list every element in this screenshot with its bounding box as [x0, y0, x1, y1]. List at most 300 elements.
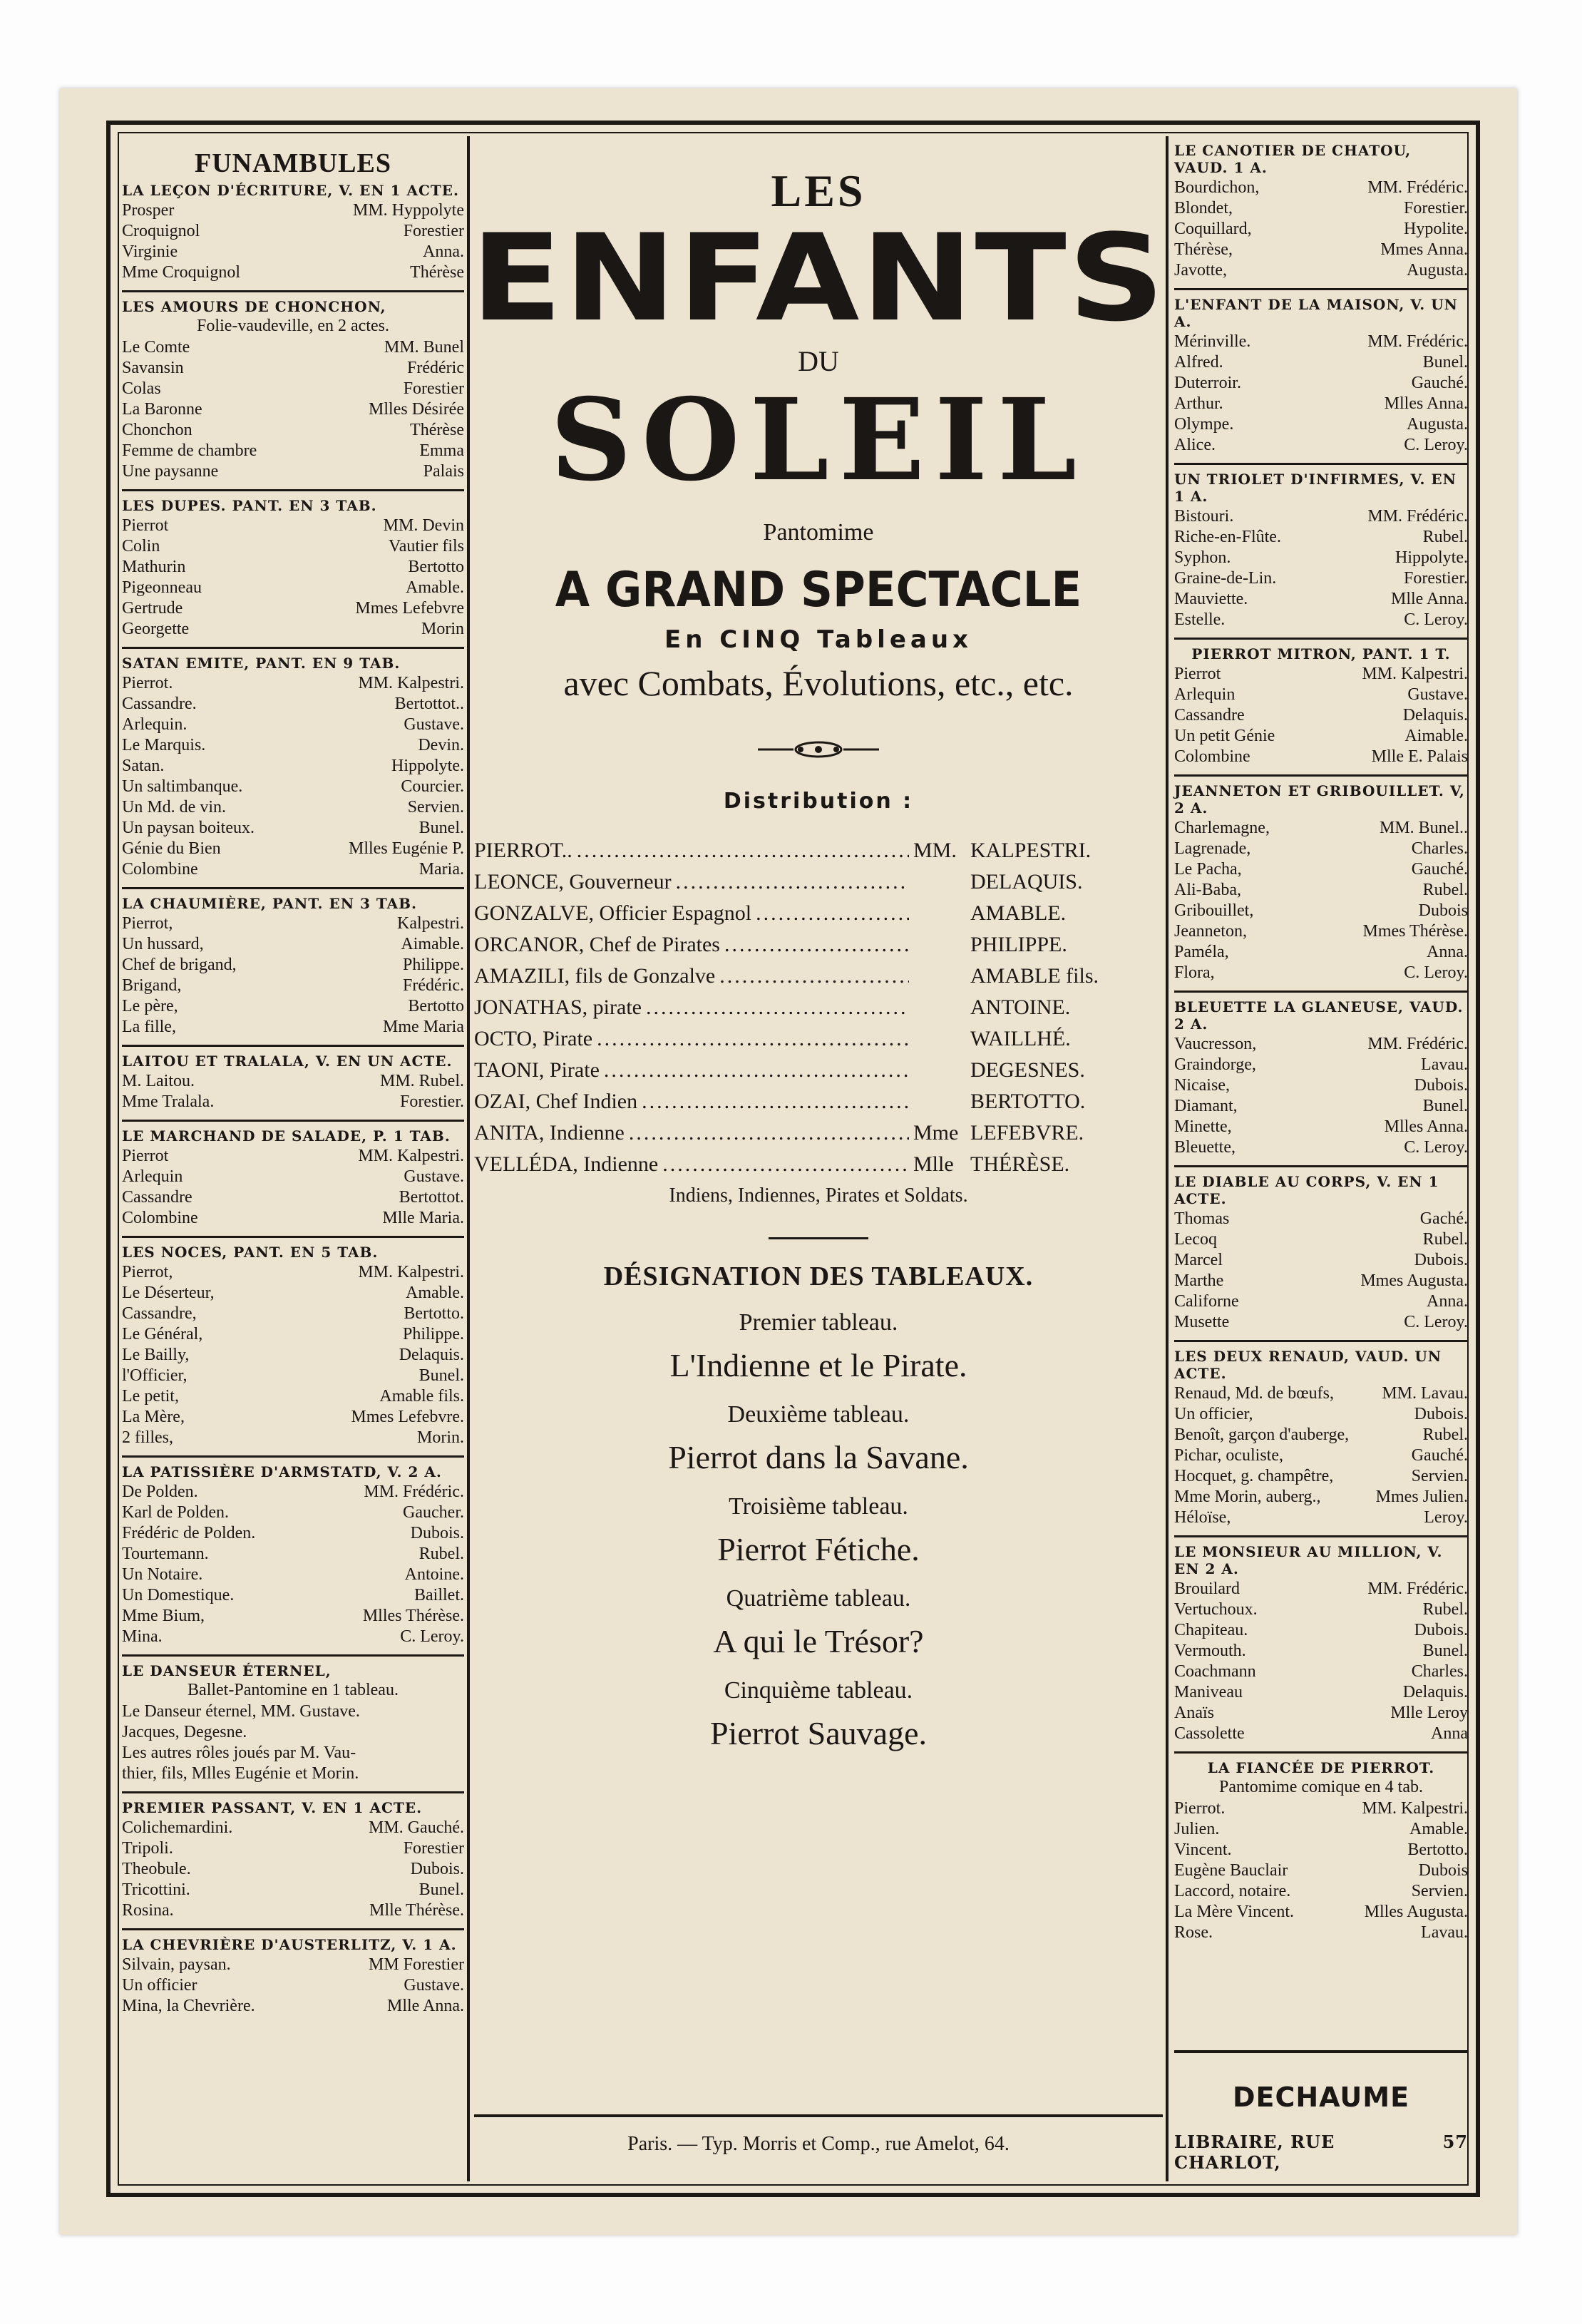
cast-row — [122, 777, 464, 797]
main-cast-title — [913, 992, 970, 1023]
main-cast-row — [474, 835, 1163, 866]
main-cast-row — [474, 1023, 1163, 1055]
cast-row — [122, 1304, 464, 1324]
play-title: LE DIABLE AU CORPS, V. EN 1 ACTE. — [1174, 1173, 1439, 1207]
actor-name: Gustave. — [404, 1976, 464, 1995]
role-name: Colombine — [1174, 747, 1250, 766]
role-name: Le Général, — [122, 1325, 203, 1343]
role-name: Colombine — [122, 1209, 198, 1227]
cast-row — [1174, 1507, 1468, 1528]
actor-name: Augusta. — [1407, 415, 1468, 434]
play-title: UN TRIOLET D'INFIRMES, V. EN 1 A. — [1174, 471, 1457, 505]
actor-name: MM. Devin — [383, 516, 464, 535]
main-cast-role: GONZALVE, Officier Espagnol — [474, 901, 752, 925]
role-name: Pierrot — [122, 1147, 169, 1165]
actor-name: Charles. — [1411, 1662, 1468, 1681]
actor-name: MM. Frédéric. — [364, 1483, 464, 1501]
main-cast-actor: PHILIPPE. — [970, 933, 1067, 956]
actor-name: Rubel. — [1422, 1230, 1468, 1249]
main-cast-row — [474, 898, 1163, 929]
actor-name: MM. Frédéric. — [1367, 507, 1468, 526]
cast-row — [122, 1324, 464, 1345]
role-name: Duterroir. — [1174, 374, 1241, 392]
play-title: LA CHEVRIÈRE D'AUSTERLITZ, V. 1 A. — [122, 1936, 457, 1953]
actor-name: Baillet. — [414, 1586, 464, 1604]
main-cast-row — [474, 1117, 1163, 1149]
play-block — [1174, 990, 1468, 1158]
role-name: Pierrot. — [122, 674, 173, 692]
actor-name: Mlles Anna. — [1384, 1117, 1468, 1136]
role-name: Alfred. — [1174, 353, 1223, 372]
main-cast-title — [913, 898, 970, 929]
actor-name: Gustave. — [404, 715, 464, 734]
role-name: Le Pacha, — [1174, 860, 1242, 879]
role-name: Vermouth. — [1174, 1642, 1246, 1660]
role-name: Marthe — [1174, 1271, 1224, 1290]
actor-name: C. Leroy. — [1404, 1313, 1468, 1331]
main-cast-role: ORCANOR, Chef de Pirates — [474, 933, 720, 956]
role-name: Pierrot, — [122, 914, 173, 933]
cast-row — [122, 1900, 464, 1921]
main-cast-title — [913, 1023, 970, 1055]
role-name: Brigand, — [122, 976, 182, 995]
tableau-name: A qui le Trésor? — [713, 1623, 924, 1659]
play-block — [1174, 1535, 1468, 1744]
play-separator — [1174, 1751, 1468, 1754]
actor-name: Charles. — [1411, 839, 1468, 858]
play-block — [1174, 1751, 1468, 1943]
role-name: Thomas — [1174, 1209, 1230, 1228]
role-name: Un officier — [122, 1976, 197, 1995]
cast-row — [122, 955, 464, 976]
actor-name: Mlles Anna. — [1384, 394, 1468, 413]
cast-row — [1174, 818, 1468, 839]
cast-row — [122, 859, 464, 880]
main-cast-row — [474, 1149, 1163, 1180]
cast-row — [1174, 942, 1468, 963]
role-name: Mina. — [122, 1627, 163, 1646]
actor-name: Lavau. — [1421, 1923, 1468, 1942]
play-title: LA FIANCÉE DE PIERROT. — [1207, 1759, 1435, 1776]
actor-name: Forestier — [403, 1839, 464, 1858]
role-name: Benoît, garçon d'auberge, — [1174, 1425, 1350, 1444]
main-cast-role: VELLÉDA, Indienne — [474, 1152, 659, 1176]
actor-name: Leroy. — [1424, 1508, 1468, 1527]
designation-heading: DÉSIGNATION DES TABLEAUX. — [603, 1261, 1034, 1291]
role-name: Gertrude — [122, 599, 183, 618]
actor-name: Rubel. — [1422, 1425, 1468, 1444]
play-title: LE MARCHAND DE SALADE, P. 1 TAB. — [122, 1127, 451, 1145]
cast-row — [122, 619, 464, 640]
printer-imprint: Paris. — Typ. Morris et Comp., rue Amelot, 64. — [627, 2133, 1010, 2155]
role-name: Pichar, oculiste, — [1174, 1446, 1283, 1465]
actor-name: Dubois. — [1414, 1251, 1468, 1269]
actor-name: MM Forestier — [369, 1955, 464, 1974]
actor-name: Mme Maria — [383, 1018, 464, 1036]
play-block — [122, 1236, 464, 1448]
actor-name: Mmes Augusta. — [1360, 1271, 1468, 1290]
main-cast-role: OCTO, Pirate — [474, 1027, 593, 1050]
actor-name: Anna. — [1427, 1292, 1468, 1311]
cast-row — [122, 399, 464, 420]
actor-name: MM. Kalpestri. — [358, 1263, 464, 1281]
role-name: Mauviette. — [1174, 590, 1248, 608]
cast-row — [122, 756, 464, 777]
role-name: La Mère, — [122, 1408, 185, 1426]
cast-row — [122, 694, 464, 715]
role-name: Cassandre — [1174, 706, 1245, 725]
cast-row — [1174, 435, 1468, 456]
cast-row — [1174, 1881, 1468, 1902]
play-separator — [122, 1455, 464, 1458]
play-block — [1174, 774, 1468, 983]
role-name: Pierrot, — [122, 1263, 173, 1281]
role-name: Le petit, — [122, 1387, 179, 1406]
left-column-rule — [467, 136, 470, 2181]
main-cast-row — [474, 866, 1163, 898]
role-name: Julien. — [1174, 1820, 1220, 1838]
leader-dots — [577, 835, 909, 866]
play-block — [122, 647, 464, 880]
cast-row — [1174, 963, 1468, 983]
play-separator — [1174, 288, 1468, 290]
actor-name: MM. Rubel. — [379, 1072, 464, 1090]
poster-title-du: DU — [798, 345, 839, 377]
role-name: Prosper — [122, 201, 175, 220]
cast-row — [122, 1146, 464, 1167]
section-divider — [769, 1237, 868, 1239]
cast-row — [1174, 394, 1468, 414]
cast-row — [1174, 1599, 1468, 1620]
play-title: LE DANSEUR ÉTERNEL, — [122, 1662, 332, 1679]
play-separator — [1174, 463, 1468, 465]
play-title: JEANNETON ET GRIBOUILLET. V, 2 A. — [1174, 782, 1465, 817]
actor-name: Mlles Désirée — [369, 400, 464, 419]
bookseller-box — [1174, 2050, 1468, 2179]
role-name: Pierrot. — [1174, 1799, 1226, 1818]
cast-row — [1174, 1798, 1468, 1819]
main-cast-row — [474, 1086, 1163, 1117]
grand-spectacle-heading: A GRAND SPECTACLE — [555, 562, 1082, 618]
actor-name: Gauché. — [1411, 374, 1468, 392]
role-name: Ali-Baba, — [1174, 881, 1241, 899]
role-name: Thérèse, — [1174, 240, 1233, 259]
actor-name: Maria. — [418, 860, 464, 879]
play-separator — [1174, 638, 1468, 640]
main-cast-actor: LEFEBVRE. — [970, 1121, 1084, 1145]
play-title: PREMIER PASSANT, V. EN 1 ACTE. — [122, 1799, 423, 1816]
cast-row — [122, 1208, 464, 1229]
role-name: Diamant, — [1174, 1097, 1238, 1115]
cast-row — [1174, 1075, 1468, 1096]
cast-row — [122, 1880, 464, 1900]
role-name: Mme Morin, auberg., — [1174, 1488, 1321, 1506]
play-separator — [122, 290, 464, 292]
cast-row — [122, 1503, 464, 1523]
role-name: Mérinville. — [1174, 332, 1251, 351]
tableau-number: Premier tableau. — [739, 1309, 898, 1336]
play-block — [122, 290, 464, 482]
actor-name: Aimable. — [401, 935, 464, 953]
main-cast-actor: ANTOINE. — [970, 995, 1071, 1019]
play-line: thier, fils, Mlles Eugénie et Morin. — [122, 1764, 359, 1783]
main-cast-actor: AMABLE. — [970, 901, 1067, 925]
role-name: Génie du Bien — [122, 839, 221, 858]
actor-name: Lavau. — [1421, 1055, 1468, 1074]
play-title: LAITOU ET TRALALA, V. EN UN ACTE. — [122, 1053, 453, 1070]
play-title: SATAN EMITE, PANT. EN 9 TAB. — [122, 655, 401, 672]
play-separator — [1174, 1535, 1468, 1537]
role-name: Brouilard — [1174, 1580, 1240, 1598]
role-name: De Polden. — [122, 1483, 198, 1501]
play-block — [122, 182, 464, 283]
role-name: Georgette — [122, 620, 190, 638]
cast-row — [1174, 1724, 1468, 1744]
cast-row — [122, 337, 464, 358]
tableau-number: Troisième tableau. — [729, 1493, 908, 1520]
play-title: LES AMOURS DE CHONCHON, — [122, 298, 386, 315]
actor-name: Forestier — [403, 222, 464, 240]
cast-row — [1174, 1137, 1468, 1158]
role-name: Mme Tralala. — [122, 1092, 215, 1111]
actor-name: MM. Kalpestri. — [1362, 665, 1468, 683]
role-name: Mina, la Chevrière. — [122, 1997, 255, 2015]
main-cast-actor: WAILLHÉ. — [970, 1027, 1071, 1050]
role-name: Paméla, — [1174, 943, 1229, 961]
role-name: Vincent. — [1174, 1841, 1232, 1859]
cast-row — [1174, 1034, 1468, 1055]
cast-row — [122, 1838, 464, 1859]
play-subtitle: Pantomime comique en 4 tab. — [1219, 1778, 1423, 1796]
play-line: Jacques, Degesne. — [122, 1723, 247, 1741]
actor-name: Bertottot. — [399, 1188, 464, 1207]
actor-name: Servien. — [1411, 1882, 1468, 1900]
actor-name: Dubois. — [410, 1860, 464, 1878]
role-name: Gribouillet, — [1174, 901, 1254, 920]
play-separator — [122, 1120, 464, 1122]
role-name: Californe — [1174, 1292, 1239, 1311]
cast-row — [1174, 260, 1468, 281]
role-name: Graindorge, — [1174, 1055, 1256, 1074]
role-name: Un paysan boiteux. — [122, 819, 255, 837]
cast-row — [1174, 1229, 1468, 1250]
cast-row — [1174, 921, 1468, 942]
cast-row — [122, 996, 464, 1017]
actor-name: Bunel. — [418, 1880, 464, 1899]
actor-name: Anna — [1431, 1724, 1468, 1743]
main-cast-role: TAONI, Pirate — [474, 1058, 600, 1082]
cast-row — [1174, 1096, 1468, 1117]
actor-name: C. Leroy. — [400, 1627, 464, 1646]
role-name: Une paysanne — [122, 462, 219, 481]
main-cast-row — [474, 992, 1163, 1023]
actor-name: Mlles Augusta. — [1364, 1903, 1468, 1921]
role-name: Arlequin. — [122, 715, 188, 734]
actor-name: Dubois. — [1414, 1405, 1468, 1423]
actor-name: Servien. — [1411, 1467, 1468, 1485]
role-name: Le père, — [122, 997, 178, 1015]
role-name: 2 filles, — [122, 1428, 173, 1447]
leader-dots — [597, 1023, 909, 1055]
play-separator — [1174, 990, 1468, 993]
role-name: Colichemardini. — [122, 1818, 233, 1837]
role-name: Héloïse, — [1174, 1508, 1231, 1527]
poster-title-soleil: SOLEIL — [550, 374, 1087, 506]
play-block — [1174, 142, 1468, 281]
actor-name: Rubel. — [1422, 1600, 1468, 1619]
theatre-title: FUNAMBULES — [194, 148, 392, 178]
actor-name: Dubois. — [1414, 1621, 1468, 1639]
main-cast-title — [913, 929, 970, 961]
actor-name: Gustave. — [404, 1167, 464, 1186]
leader-dots — [604, 1055, 909, 1086]
play-block — [122, 1455, 464, 1647]
actor-name: Mlle E. Palais — [1371, 747, 1468, 766]
play-title: LA CHAUMIÈRE, PANT. EN 3 TAB. — [122, 895, 417, 912]
cast-row — [1174, 705, 1468, 726]
main-cast-title — [913, 866, 970, 898]
actor-name: MM. Frédéric. — [1367, 178, 1468, 197]
play-title: L'ENFANT DE LA MAISON, V. UN A. — [1174, 296, 1458, 330]
role-name: Virginie — [122, 242, 178, 261]
role-name: Rose. — [1174, 1923, 1213, 1942]
role-name: Colas — [122, 379, 161, 398]
role-name: Syphon. — [1174, 548, 1231, 567]
role-name: Flora, — [1174, 963, 1215, 982]
cast-row — [1174, 527, 1468, 548]
main-cast-role: LEONCE, Gouverneur — [474, 870, 672, 894]
cast-row — [122, 358, 464, 379]
actor-name: Rubel. — [418, 1545, 464, 1563]
cast-row — [1174, 568, 1468, 589]
cast-row — [122, 200, 464, 221]
main-cast-title: Mlle — [913, 1152, 954, 1176]
cast-row — [122, 242, 464, 262]
play-block — [1174, 1340, 1468, 1528]
actor-name: Bunel. — [418, 819, 464, 837]
cast-row — [122, 516, 464, 536]
cast-row — [122, 1092, 464, 1112]
actor-name: Mlle Anna. — [1391, 590, 1468, 608]
role-name: Jeanneton, — [1174, 922, 1247, 941]
cast-row — [122, 1859, 464, 1880]
leader-dots — [676, 866, 909, 898]
main-cast-title — [913, 1055, 970, 1086]
play-block — [122, 1928, 464, 2017]
actor-name: Mmes Julien. — [1375, 1488, 1468, 1506]
main-cast-row — [474, 929, 1163, 961]
actor-name: Bertotto — [408, 997, 464, 1015]
actor-name: MM. Kalpestri. — [358, 1147, 464, 1165]
actor-name: Bertottot.. — [394, 695, 464, 713]
actor-name: Gauché. — [1411, 860, 1468, 879]
actor-name: Bunel. — [418, 1366, 464, 1385]
role-name: l'Officier, — [122, 1366, 188, 1385]
cast-row — [122, 578, 464, 598]
cast-row — [122, 1627, 464, 1647]
cast-row — [1174, 664, 1468, 685]
genre-label: Pantomime — [763, 519, 874, 546]
role-name: Cassandre — [122, 1188, 192, 1207]
cast-row — [1174, 1641, 1468, 1662]
cast-row — [1174, 1425, 1468, 1445]
cast-row — [122, 221, 464, 242]
actor-name: Mlles Eugénie P. — [349, 839, 464, 858]
main-cast-role: AMAZILI, fils de Gonzalve — [474, 964, 716, 988]
actor-name: Aimable. — [1404, 727, 1468, 745]
cast-row — [1174, 1703, 1468, 1724]
right-column-rule — [1166, 136, 1168, 2181]
play-subtitle: Folie-vaudeville, en 2 actes. — [197, 317, 389, 335]
main-cast-title: Mme — [913, 1121, 959, 1145]
role-name: Charlemagne, — [1174, 819, 1270, 837]
actor-name: Devin. — [418, 736, 464, 754]
cast-row — [122, 1565, 464, 1585]
role-name: Le Déserteur, — [122, 1284, 215, 1302]
actor-name: Mmes Lefebvre — [355, 599, 464, 618]
leader-dots — [629, 1117, 909, 1149]
tableau-name: Pierrot dans la Savane. — [668, 1439, 969, 1475]
actor-name: Bertotto. — [1407, 1841, 1468, 1859]
actor-name: Amable. — [406, 578, 464, 597]
main-cast-role: JONATHAS, pirate — [474, 995, 642, 1019]
role-name: Chef de brigand, — [122, 956, 237, 974]
role-name: Un hussard, — [122, 935, 204, 953]
role-name: Marcel — [1174, 1251, 1223, 1269]
tableaux-list — [474, 1309, 1163, 1752]
role-name: La Mère Vincent. — [1174, 1903, 1295, 1921]
actor-name: Gaché. — [1419, 1209, 1468, 1228]
cast-row — [1174, 1209, 1468, 1229]
leader-dots — [662, 1149, 909, 1180]
cast-row — [1174, 332, 1468, 352]
role-name: Arlequin — [1174, 685, 1236, 704]
cast-row — [1174, 506, 1468, 527]
role-name: Estelle. — [1174, 610, 1226, 629]
actor-name: MM. Lavau. — [1382, 1384, 1468, 1403]
cast-row — [122, 913, 464, 934]
actor-name: Bunel. — [1422, 1097, 1468, 1115]
role-name: Bourdichon, — [1174, 178, 1260, 197]
actor-name: MM. Frédéric. — [1367, 1035, 1468, 1053]
role-name: Tourtemann. — [122, 1545, 209, 1563]
actor-name: Gaucher. — [403, 1503, 464, 1522]
main-cast-row — [474, 961, 1163, 992]
tableau-number: Deuxième tableau. — [727, 1401, 910, 1428]
actor-name: Mmes Thérèse. — [1362, 922, 1468, 941]
tableau-number: Cinquième tableau. — [724, 1677, 913, 1704]
play-block — [1174, 463, 1468, 630]
play-separator — [1174, 1340, 1468, 1342]
actor-name: Anna. — [1427, 943, 1468, 961]
role-name: Colin — [122, 537, 160, 556]
cast-row — [1174, 589, 1468, 610]
role-name: Pierrot — [1174, 665, 1221, 683]
actor-name: Bunel. — [1422, 353, 1468, 372]
distribution-heading: Distribution : — [723, 789, 914, 814]
main-cast-title: MM. — [913, 839, 957, 862]
cast-row — [1174, 685, 1468, 705]
role-name: Blondet, — [1174, 199, 1233, 217]
cast-row — [122, 976, 464, 996]
role-name: Mme Croquignol — [122, 263, 240, 282]
cast-row — [122, 262, 464, 283]
actor-name: Hippolyte. — [1395, 548, 1468, 567]
role-name: Le Bailly, — [122, 1346, 190, 1364]
main-cast-role: ANITA, Indienne — [474, 1121, 625, 1145]
actor-name: Hypolite. — [1404, 220, 1468, 238]
actor-name: Bunel. — [1422, 1642, 1468, 1660]
